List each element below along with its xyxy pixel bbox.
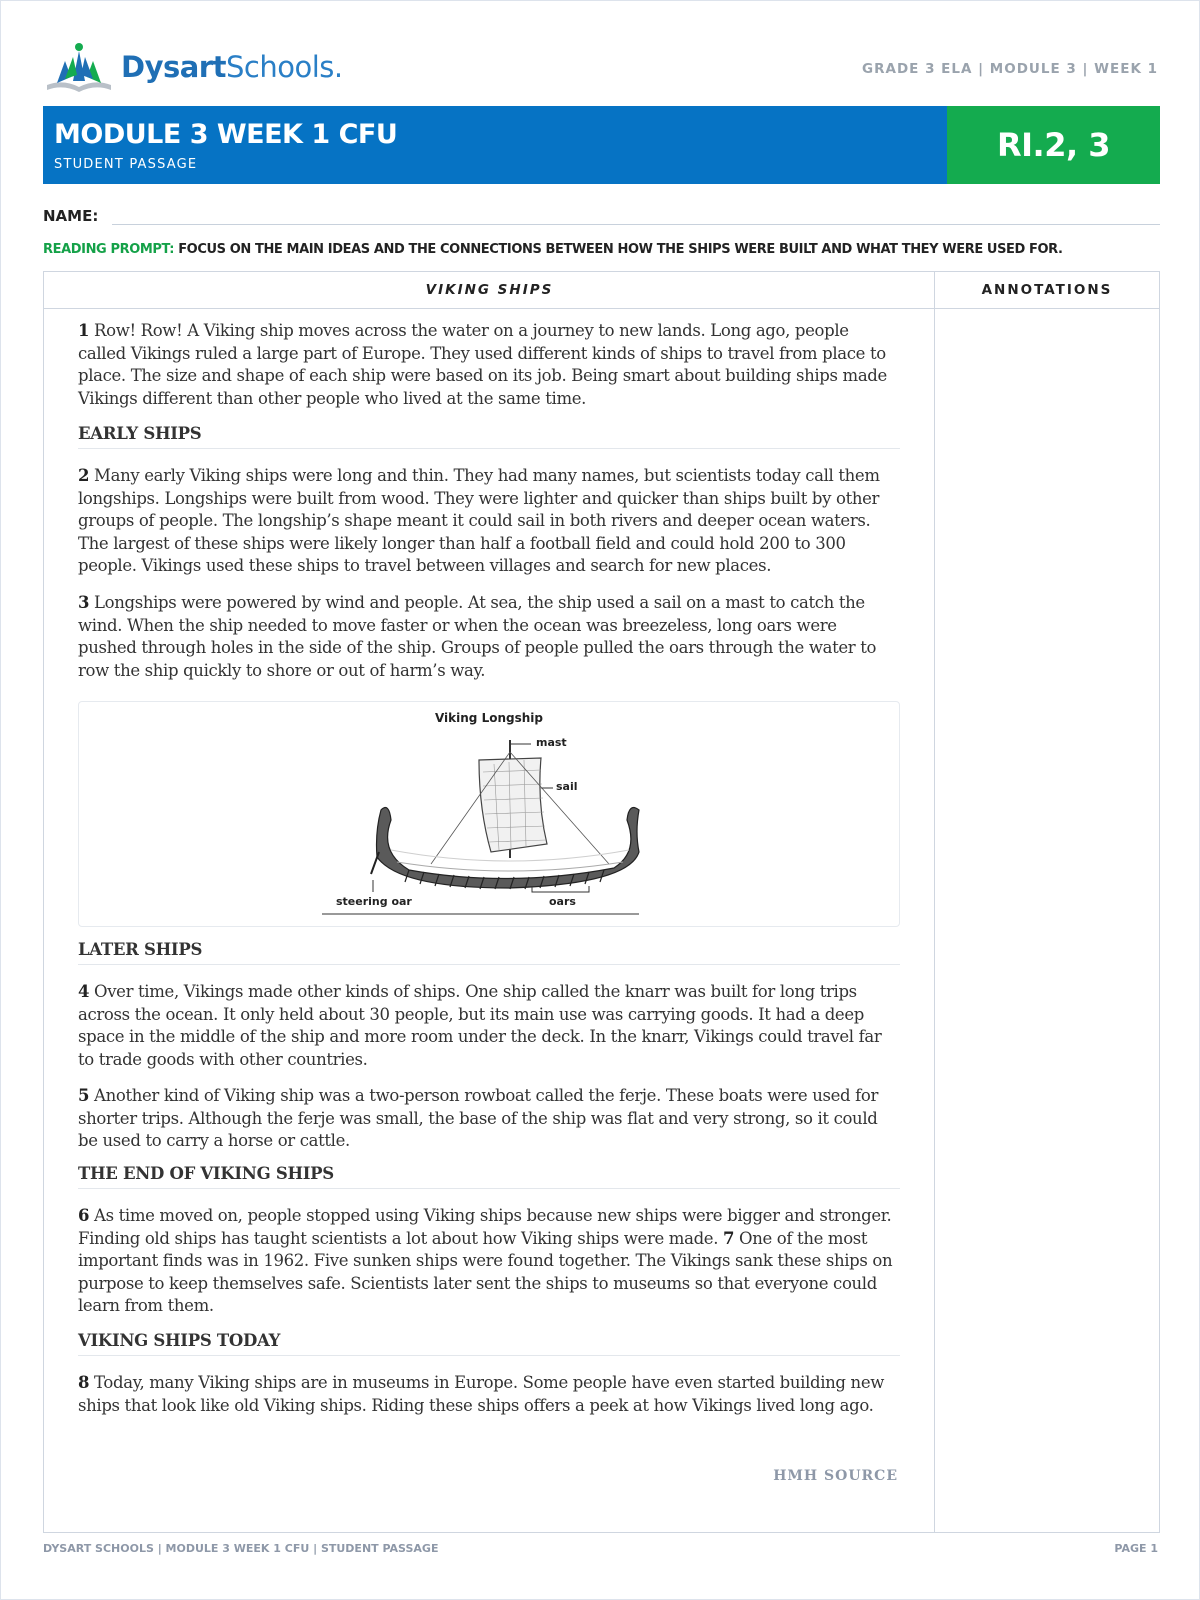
paragraph-text: Longships were powered by wind and people. At sea, the ship used a sail on a mast to catch the wind. When the ship needed to move faster or when the ocean was breezeless, long oars were pushed through holes in the side of the ship. Groups of people pulled the oars through the water to row the ship quickly to shore or out of harm’s way. (78, 593, 877, 680)
logo-bold-text: Dysart (121, 50, 226, 84)
page-title: MODULE 3 WEEK 1 CFU (54, 119, 398, 150)
paragraph-number: 1 (78, 321, 90, 340)
paragraph-number: 2 (78, 466, 90, 485)
name-label: NAME: (43, 207, 99, 225)
standard-badge: RI.2, 3 (947, 106, 1160, 184)
label-sail: sail (556, 780, 578, 793)
section-heading-viking-ships-today: VIKING SHIPS TODAY (78, 1331, 900, 1356)
logo-wordmark (121, 50, 343, 84)
label-mast: mast (536, 736, 567, 749)
column-divider (934, 272, 935, 1532)
prompt-text: FOCUS ON THE MAIN IDEAS AND THE CONNECTIONS BETWEEN HOW THE SHIPS WERE BUILT AND WHAT THEY WERE USED FOR. (174, 242, 1063, 257)
banner-title-block (43, 106, 947, 184)
paragraph-number: 7 (723, 1228, 735, 1248)
diagram-title: Viking Longship (434, 711, 543, 725)
paragraph-text: Many early Viking ships were long and thin. They had many names, but scientists today call them longships. Longships were built from wood. They were lighter and quicker than ships built by other groups of people. The longship’s shape meant it could sail in both rivers and deeper ocean waters. The largest of these ships were likely longer than half a football field and could hold 200 to 300 people. Vikings used these ships to travel between villages and search for new places. (78, 466, 880, 576)
paragraph-number: 5 (78, 1086, 90, 1105)
paragraph-1 (78, 320, 900, 410)
paragraph-4 (78, 981, 900, 1071)
footer-document-info: DYSART SCHOOLS | MODULE 3 WEEK 1 CFU | STUDENT PASSAGE (43, 1542, 439, 1555)
page-subtitle: STUDENT PASSAGE (54, 157, 198, 172)
paragraph-text: One of the most important finds was in 1962. Five sunken ships were found together. The Vikings sank these ships on purpose to keep themselves safe. Scientists later sent the ships to museums so that everyone could learn from them. (78, 1228, 893, 1316)
paragraph-6-7 (78, 1205, 900, 1318)
dysart-logo-icon (43, 39, 115, 95)
section-heading-later-ships: LATER SHIPS (78, 940, 900, 965)
paragraph-number: 4 (78, 982, 90, 1001)
paragraph-3 (78, 592, 900, 682)
label-steering-oar: steering oar (336, 895, 412, 908)
logo-light-text: Schools (225, 50, 334, 84)
footer-page-number: PAGE 1 (1114, 1542, 1158, 1555)
longship-diagram (78, 701, 900, 927)
paragraph-text: Row! Row! A Viking ship moves across the water on a journey to new lands. Long ago, people called Vikings ruled a large part of Europe. They used different kinds of ships to travel from place to place. The size and shape of each ship were based on its job. Being smart about building ships made Vikings different than other people who lived at the same time. (78, 321, 887, 408)
label-oars: oars (549, 895, 576, 908)
paragraph-text: Over time, Vikings made other kinds of ships. One ship called the knarr was built for long trips across the ocean. It only held about 30 people, but its main use was carrying goods. It had a deep space in the middle of the ship and more room under the deck. In the knarr, Vikings could travel far to trade goods with other countries. (78, 982, 882, 1069)
paragraph-5 (78, 1085, 900, 1153)
dysart-logo (43, 39, 343, 95)
section-heading-early-ships: EARLY SHIPS (78, 424, 900, 449)
paragraph-2 (78, 465, 900, 578)
source-credit: HMH SOURCE (773, 1468, 898, 1484)
passage-column-header: VIKING SHIPS (44, 272, 935, 309)
paragraph-text: Today, many Viking ships are in museums in Europe. Some people have even started building new ships that look like old Viking ships. Riding these ships offers a peek at how Vikings lived long ago. (78, 1373, 885, 1415)
course-tagline: GRADE 3 ELA | MODULE 3 | WEEK 1 (862, 61, 1158, 77)
logo-dot: . (333, 50, 343, 84)
section-heading-end-of-viking-ships: THE END OF VIKING SHIPS (78, 1164, 900, 1189)
paragraph-8 (78, 1372, 900, 1417)
paragraph-text: As time moved on, people stopped using Viking ships because new ships were bigger and stronger. Finding old ships has taught scientists a lot about how Viking ships were made. (78, 1206, 892, 1248)
prompt-label: READING PROMPT: (43, 242, 175, 257)
longship-illustration (79, 702, 899, 926)
paragraph-number: 8 (78, 1373, 90, 1392)
reading-prompt (43, 242, 1160, 257)
annotations-column-header: ANNOTATIONS (935, 272, 1159, 309)
name-row (43, 202, 1160, 225)
title-banner (43, 106, 1160, 184)
paragraph-number: 6 (78, 1206, 90, 1225)
paragraph-text: Another kind of Viking ship was a two-person rowboat called the ferje. These boats were used for shorter trips. Although the ferje was small, the base of the ship was flat and very strong, so it could be used to carry a horse or cattle. (78, 1086, 879, 1151)
paragraph-number: 3 (78, 593, 90, 612)
name-field[interactable] (112, 202, 1160, 225)
